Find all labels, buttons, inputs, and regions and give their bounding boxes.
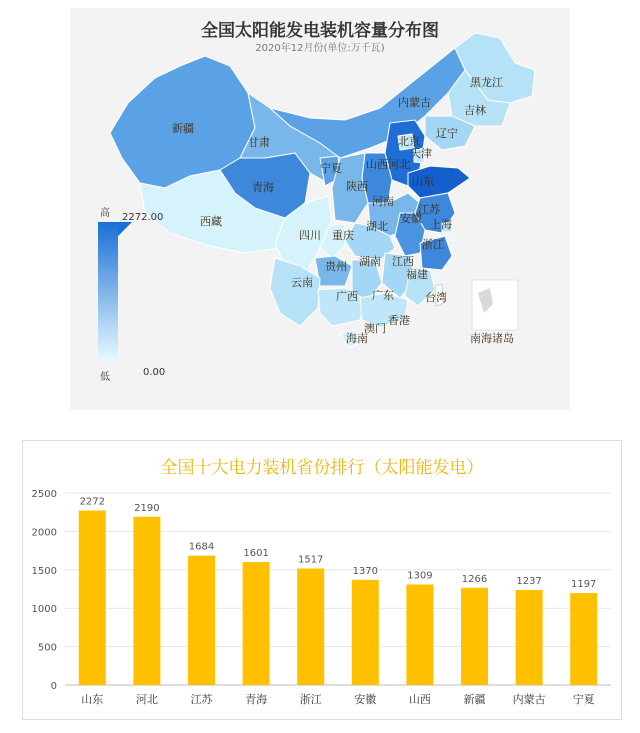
label-xinjiang: 新疆	[172, 122, 194, 135]
label-gansu: 甘肃	[248, 136, 270, 149]
bar	[352, 580, 379, 685]
region-yunnan[interactable]	[270, 258, 320, 326]
label-shanxi: 山西	[366, 158, 388, 171]
label-anhui: 安徽	[400, 212, 422, 225]
label-xianggang: 香港	[388, 314, 410, 327]
bar-value-label: 1684	[188, 541, 215, 553]
label-xizang: 西藏	[200, 215, 222, 228]
bar-value-label: 2272	[79, 496, 106, 508]
x-category-label: 浙江	[299, 693, 322, 706]
label-jiangsu: 江苏	[418, 203, 440, 216]
x-category-label: 山东	[81, 693, 104, 706]
label-hebei: 河北	[388, 158, 410, 171]
label-guizhou: 贵州	[325, 260, 347, 273]
y-tick-label: 2000	[31, 527, 57, 539]
bar-chart-plot	[23, 441, 621, 719]
x-category-label: 青海	[245, 693, 268, 706]
bar	[406, 584, 433, 685]
y-tick-label: 1000	[31, 604, 57, 616]
label-heilongjiang: 黑龙江	[470, 76, 503, 89]
y-tick-label: 500	[37, 642, 57, 654]
china-map	[70, 8, 570, 410]
bar-value-label: 1197	[570, 579, 597, 591]
x-category-label: 山西	[408, 693, 431, 706]
x-category-label: 安徽	[354, 693, 377, 706]
top10-bar-chart	[22, 440, 622, 720]
label-hubei: 湖北	[366, 220, 388, 233]
label-shanghai: 上海	[430, 218, 452, 231]
x-category-label: 宁夏	[572, 693, 595, 706]
label-beijing: 北京	[398, 135, 420, 148]
bar-value-label: 1601	[243, 548, 269, 560]
bar	[79, 511, 106, 685]
bar-value-label: 1237	[516, 575, 542, 587]
map-title: 全国太阳能发电装机容量分布图	[201, 21, 439, 41]
label-yunnan: 云南	[291, 276, 313, 289]
label-neimenggu: 内蒙古	[398, 96, 431, 109]
label-henan: 河南	[372, 195, 394, 208]
label-zhejiang: 浙江	[422, 238, 444, 251]
y-tick-label: 1500	[31, 565, 57, 577]
label-hunan: 湖南	[359, 255, 381, 268]
bar	[133, 517, 160, 685]
bar	[570, 593, 597, 685]
label-shaanxi: 陕西	[346, 180, 368, 193]
bar	[297, 568, 324, 685]
label-fujian: 福建	[406, 268, 428, 281]
label-chongqing: 重庆	[332, 229, 354, 242]
y-tick-label: 0	[50, 681, 57, 692]
legend-low-label: 低	[100, 372, 110, 383]
label-jiangxi: 江西	[392, 255, 414, 268]
legend-color-bar	[98, 222, 118, 362]
solar-capacity-map	[70, 8, 570, 410]
label-liaoning: 辽宁	[436, 127, 458, 140]
bar-chart-title: 全国十大电力装机省份排行（太阳能发电）	[160, 458, 484, 478]
legend-max-value: 2272.00	[122, 212, 164, 223]
bar	[243, 562, 270, 685]
bar	[461, 588, 488, 685]
bar	[516, 590, 543, 685]
bar-value-label: 1517	[297, 554, 324, 566]
label-sichuan: 四川	[299, 229, 321, 242]
bar	[188, 556, 215, 685]
label-tianjin: 天津	[410, 147, 432, 160]
bar-value-label: 1309	[407, 570, 433, 582]
x-category-label: 新疆	[463, 693, 486, 706]
label-ningxia: 宁夏	[320, 162, 342, 175]
label-jilin: 吉林	[464, 104, 486, 117]
label-nanhai-inset: 南海诸岛	[470, 332, 514, 345]
label-hainan: 海南	[346, 332, 368, 345]
label-taiwan: 台湾	[425, 291, 447, 304]
label-guangdong: 广东	[372, 289, 394, 302]
x-category-label: 江苏	[190, 693, 213, 706]
map-subtitle: 2020年12月份(单位:万千瓦)	[255, 43, 385, 54]
south-china-sea-inset	[472, 280, 518, 330]
y-tick-label: 2500	[31, 489, 57, 500]
x-category-label: 河北	[135, 693, 158, 706]
bar-value-label: 1370	[352, 565, 379, 577]
legend-high-label: 高	[100, 208, 110, 219]
label-shandong: 山东	[412, 175, 434, 188]
label-aomen: 澳门	[364, 322, 386, 335]
x-category-label: 内蒙古	[512, 693, 546, 706]
label-qinghai: 青海	[252, 181, 274, 194]
legend-handle-top-icon[interactable]	[118, 222, 132, 236]
bar-value-label: 2190	[134, 502, 160, 514]
bar-value-label: 1266	[461, 573, 488, 585]
legend-min-value: 0.00	[143, 367, 166, 378]
label-guangxi: 广西	[336, 290, 358, 303]
